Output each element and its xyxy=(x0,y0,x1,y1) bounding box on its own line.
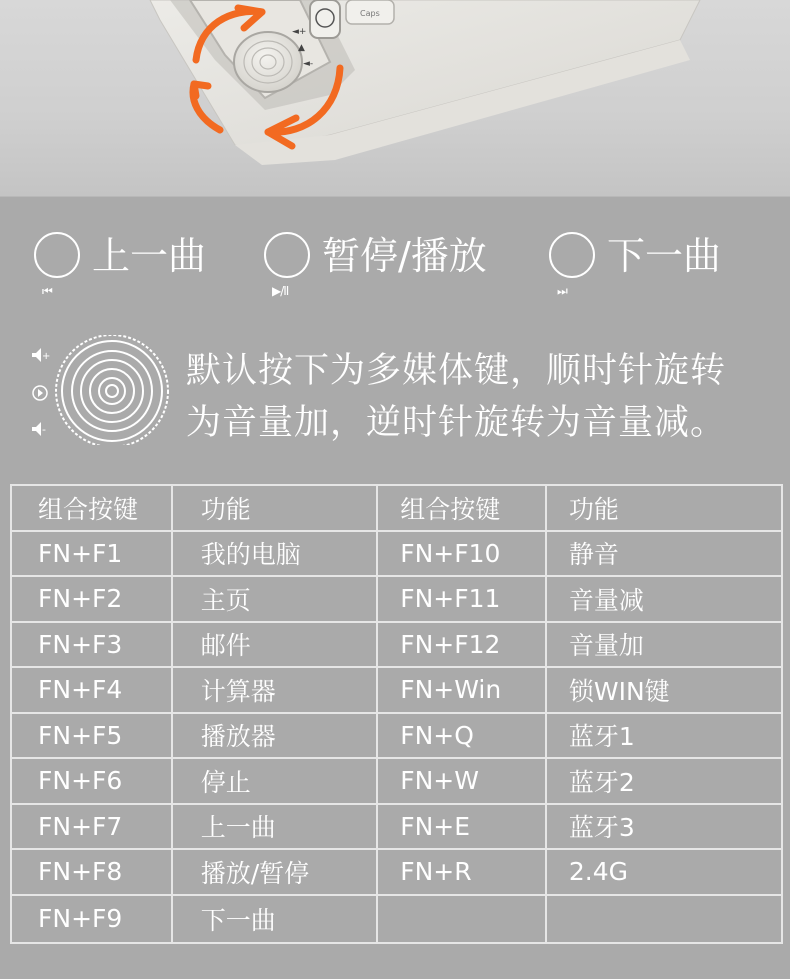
function-cell: 主页 xyxy=(172,576,377,622)
next-track-icon: ⏭ xyxy=(557,284,567,298)
volume-down-icon xyxy=(32,422,46,436)
play-pause-label: 暂停/播放 xyxy=(322,234,487,278)
table-header: 组合按键 xyxy=(377,485,546,531)
table-row xyxy=(11,849,782,895)
function-cell: 锁WIN键 xyxy=(546,667,782,713)
function-cell: 播放器 xyxy=(172,713,377,759)
table-header: 功能 xyxy=(546,485,782,531)
key-combo-cell: FN+F3 xyxy=(11,622,172,668)
function-cell: 下一曲 xyxy=(172,895,377,943)
table-row xyxy=(11,576,782,622)
media-controls-row xyxy=(0,232,790,302)
next-track-circle-icon xyxy=(549,232,595,278)
key-combo-cell: FN+F1 xyxy=(11,531,172,577)
knob-description-line-1: 默认按下为多媒体键，顺时针旋转 xyxy=(186,351,727,391)
table-row xyxy=(11,667,782,713)
function-cell: 播放/暂停 xyxy=(172,849,377,895)
key-combo-cell: FN+F11 xyxy=(377,576,546,622)
function-cell: 2.4G xyxy=(546,849,782,895)
table-row xyxy=(11,622,782,668)
play-pause-circle-icon xyxy=(264,232,310,278)
svg-text:Caps: Caps xyxy=(360,9,380,18)
function-cell: 停止 xyxy=(172,758,377,804)
table-header: 功能 xyxy=(172,485,377,531)
key-combo-cell: FN+R xyxy=(377,849,546,895)
function-cell: 静音 xyxy=(546,531,782,577)
key-combo-cell: FN+F10 xyxy=(377,531,546,577)
product-photo xyxy=(0,0,790,197)
key-combo-cell: FN+F4 xyxy=(11,667,172,713)
prev-track-circle-icon xyxy=(34,232,80,278)
key-combo-cell: FN+W xyxy=(377,758,546,804)
function-cell: 邮件 xyxy=(172,622,377,668)
table-row xyxy=(11,758,782,804)
key-combo-cell: FN+F9 xyxy=(11,895,172,943)
function-cell: 蓝牙2 xyxy=(546,758,782,804)
prev-track-icon: ⏮ xyxy=(42,284,52,298)
function-cell xyxy=(546,895,782,943)
knob-description-line-2: 为音量加，逆时针旋转为音量减。 xyxy=(186,403,727,443)
function-cell: 上一曲 xyxy=(172,804,377,850)
function-cell: 计算器 xyxy=(172,667,377,713)
key-combo-cell: FN+F7 xyxy=(11,804,172,850)
key-combo-cell xyxy=(377,895,546,943)
svg-text:-: - xyxy=(42,423,46,436)
key-combo-cell: FN+F2 xyxy=(11,576,172,622)
next-track-label: 下一曲 xyxy=(607,234,722,278)
play-icon xyxy=(33,386,47,400)
function-cell: 蓝牙3 xyxy=(546,804,782,850)
play-pause-icon: ▶/II xyxy=(272,284,289,298)
table-row xyxy=(11,804,782,850)
svg-text:+: + xyxy=(42,351,51,362)
key-combo-cell: FN+Win xyxy=(377,667,546,713)
knob-icon xyxy=(56,335,168,445)
keyboard-knob-illustration xyxy=(0,0,790,197)
key-combo-cell: FN+F5 xyxy=(11,713,172,759)
table-header-row xyxy=(11,485,782,531)
function-cell: 蓝牙1 xyxy=(546,713,782,759)
key-combo-cell: FN+F6 xyxy=(11,758,172,804)
key-combo-cell: FN+F12 xyxy=(377,622,546,668)
table-row xyxy=(11,713,782,759)
table-row xyxy=(11,895,782,943)
key-combo-cell: FN+E xyxy=(377,804,546,850)
knob-description xyxy=(186,345,786,449)
volume-up-icon xyxy=(32,348,50,362)
svg-text:◄+: ◄+ xyxy=(292,27,307,37)
key-combo-cell: FN+F8 xyxy=(11,849,172,895)
prev-track-label: 上一曲 xyxy=(92,234,207,278)
table-header: 组合按键 xyxy=(11,485,172,531)
svg-text:▲: ▲ xyxy=(298,43,305,53)
table-row xyxy=(11,531,782,577)
svg-text:◄-: ◄- xyxy=(303,59,314,69)
key-combo-cell: FN+Q xyxy=(377,713,546,759)
knob-illustration xyxy=(28,335,188,445)
function-cell: 音量加 xyxy=(546,622,782,668)
function-cell: 我的电脑 xyxy=(172,531,377,577)
function-cell: 音量减 xyxy=(546,576,782,622)
fn-key-table xyxy=(10,484,783,944)
